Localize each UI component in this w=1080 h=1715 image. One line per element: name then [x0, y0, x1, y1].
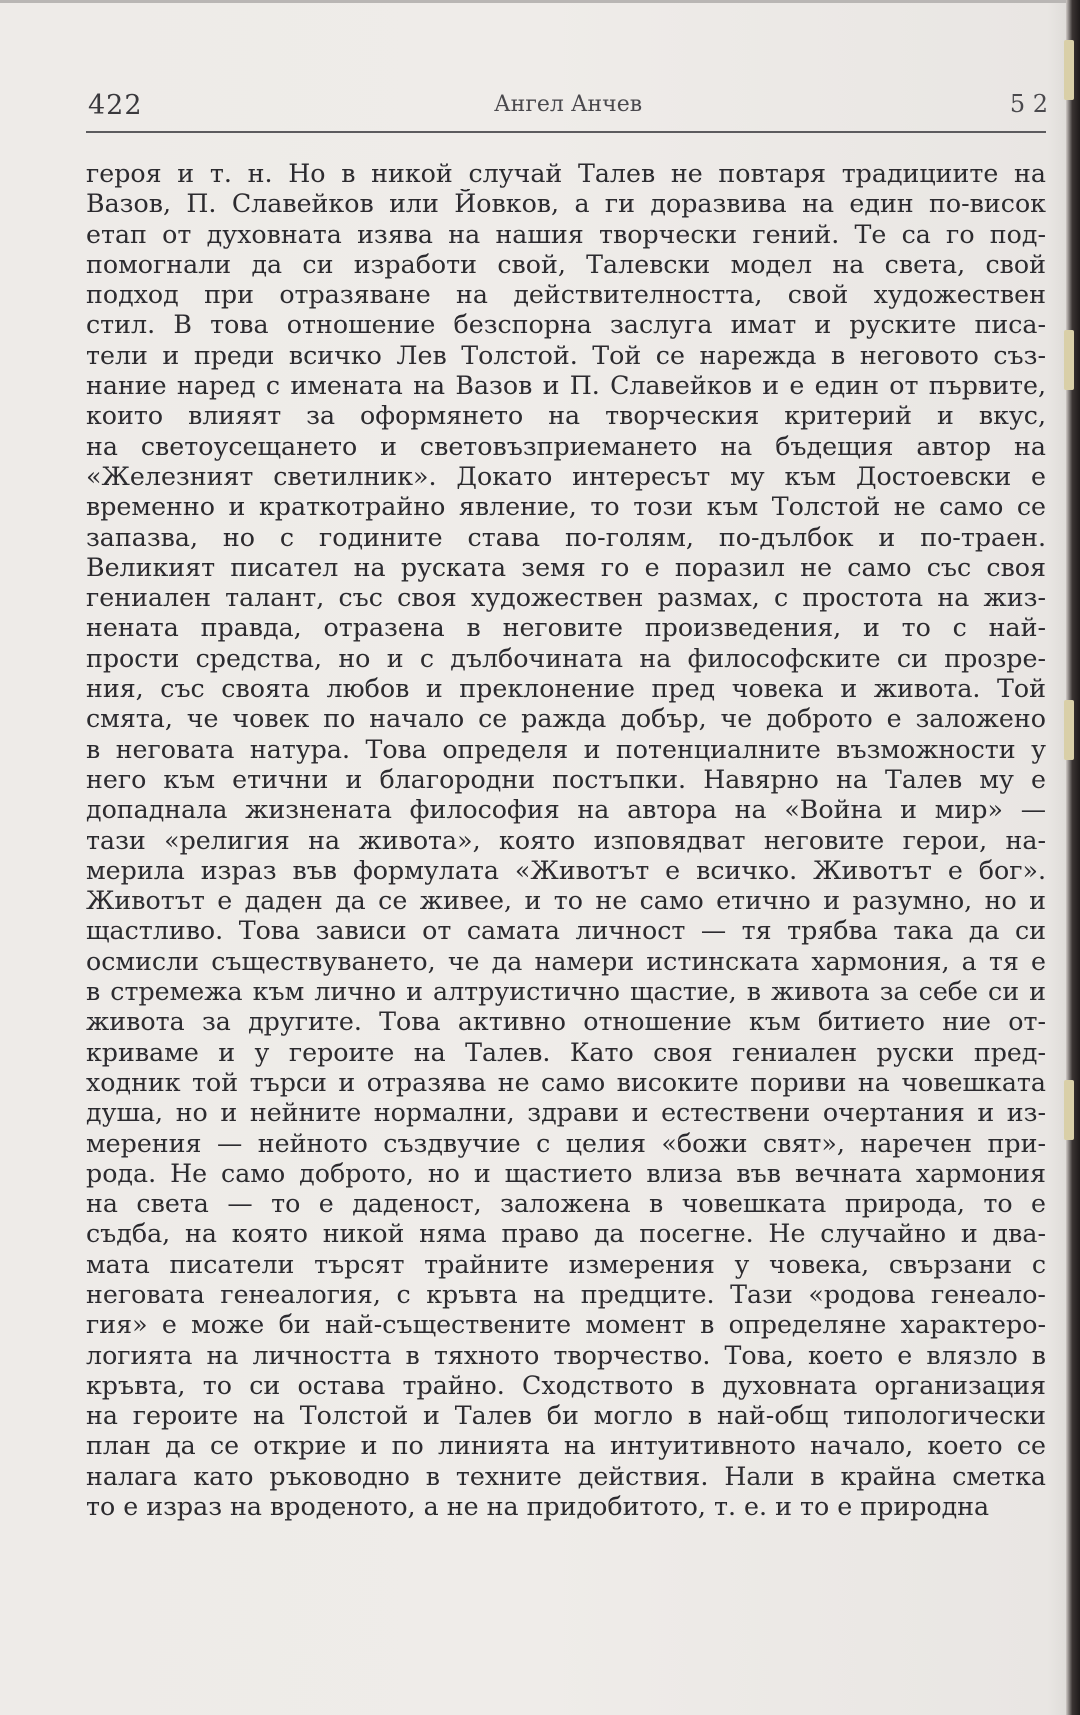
text-line: Вазов, П. Славейков или Йовков, а ги доразвива на един по-висок: [86, 189, 1046, 219]
text-line: съдба, на която никой няма право да посегне. Не случайно и два-: [86, 1219, 1046, 1249]
text-line: то е израз на вроденото, а не на придобитото, т. е. и то е природна: [86, 1492, 990, 1522]
text-line: гениален талант, със своя художествен размах, с простота на жиз-: [86, 583, 1046, 613]
text-line: Животът е даден да се живее, и то не само етично и разумно, но и: [86, 886, 1046, 916]
text-line: нание наред с имената на Вазов и П. Славейков и е един от първите,: [86, 371, 1046, 401]
text-line: допаднала жизнената философия на автора на «Война и мир» —: [86, 795, 1046, 825]
text-line: неговата генеалогия, с кръвта на предците. Тази «родова генеало-: [86, 1279, 1046, 1309]
text-line: подход при отразяване на действителността, свой художествен: [86, 280, 1046, 310]
text-line: щастливо. Това зависи от самата личност — тя трябва така да си: [86, 916, 1046, 946]
text-line: тели и преди всичко Лев Толстой. Той се нарежда в неговото съз-: [86, 340, 1046, 370]
text-line: тази «религия на живота», която изповядват неговите герои, на-: [86, 825, 1046, 855]
text-line: гия» е може би най-съществените момент в определяне характеро-: [86, 1310, 1046, 1340]
body-text: [86, 159, 1046, 1522]
text-line: Великият писател на руската земя го е поразил не само със своя: [86, 552, 1046, 582]
text-line: мата писатели търсят трайните измерения у човека, свързани с: [86, 1249, 1046, 1279]
text-line: «Железният светилник». Докато интересът му към Достоевски е: [86, 461, 1046, 491]
text-line: мерила израз във формулата «Животът е всичко. Животът е бог».: [86, 855, 1046, 885]
folio-mark: 5 2: [1009, 90, 1048, 118]
text-line: осмисли съществуването, че да намери истинската хармония, а тя е: [86, 946, 1046, 976]
text-line: етап от духовната изява на нашия творчески гений. Те са го под-: [86, 219, 1046, 249]
page-number: 422: [88, 90, 143, 121]
text-line: душа, но и нейните нормални, здрави и естествени очертания и из-: [86, 1098, 1046, 1128]
text-line: прости средства, но и с дълбочината на философските си прозре-: [86, 643, 1046, 673]
running-head-author: Ангел Анчев: [494, 92, 643, 117]
text-line: план да се открие и по линията на интуитивното начало, което се: [86, 1431, 1046, 1461]
text-line: помогнали да си изработи свой, Талевски модел на света, свой: [86, 249, 1046, 279]
book-spine-edge: [1066, 0, 1080, 1715]
page-top-edge: [0, 0, 1080, 3]
text-line: на светоусещането и световъзприемането на бъдещия автор на: [86, 431, 1046, 461]
text-line: смята, че човек по начало се ражда добър, че доброто е заложено: [86, 704, 1046, 734]
text-line: ния, със своята любов и преклонение пред човека и живота. Той: [86, 674, 1046, 704]
text-line: кръвта, то си остава трайно. Сходството в духовната организация: [86, 1370, 1046, 1400]
text-line: нената правда, отразена в неговите произведения, и то с най-: [86, 613, 1046, 643]
page-header: [88, 88, 1048, 128]
text-line: на героите на Толстой и Талев би могло в най-общ типологически: [86, 1401, 1046, 1431]
spine-tab: [1064, 1080, 1074, 1140]
text-line: стил. В това отношение безспорна заслуга имат и руските писа-: [86, 310, 1046, 340]
text-line: в неговата натура. Това определя и потенциалните възможности у: [86, 734, 1046, 764]
text-line: живота за другите. Това активно отношение към битието ние от-: [86, 1007, 1046, 1037]
text-line: които влияят за оформянето на творческия критерий и вкус,: [86, 401, 1046, 431]
text-line: в стремежа към лично и алтруистично щастие, в живота за себе си и: [86, 977, 1046, 1007]
spine-tab: [1064, 40, 1074, 100]
text-line: криваме и у героите на Талев. Като своя гениален руски пред-: [86, 1037, 1046, 1067]
text-line: запазва, но с годините става по-голям, по-дълбок и по-траен.: [86, 522, 1046, 552]
text-line: ходник той търси и отразява не само високите пориви на човешката: [86, 1067, 1046, 1097]
text-line: временно и краткотрайно явление, то този към Толстой не само се: [86, 492, 1046, 522]
spine-tab: [1064, 700, 1074, 760]
header-rule: [86, 131, 1046, 133]
text-line: на света — то е даденост, заложена в човешката природа, то е: [86, 1189, 1046, 1219]
text-line: рода. Не само доброто, но и щастието влиза във вечната хармония: [86, 1158, 1046, 1188]
text-line: логията на личността в тяхното творчество. Това, което е влязло в: [86, 1340, 1046, 1370]
spine-tab: [1064, 330, 1074, 390]
text-line: налага като ръководно в техните действия. Нали в крайна сметка: [86, 1461, 1046, 1491]
text-line: мерения — нейното създвучие с целия «божи свят», наречен при-: [86, 1128, 1046, 1158]
text-line: героя и т. н. Но в никой случай Талев не повтаря традициите на: [86, 159, 1046, 188]
text-line: него към етични и благородни постъпки. Навярно на Талев му е: [86, 764, 1046, 794]
